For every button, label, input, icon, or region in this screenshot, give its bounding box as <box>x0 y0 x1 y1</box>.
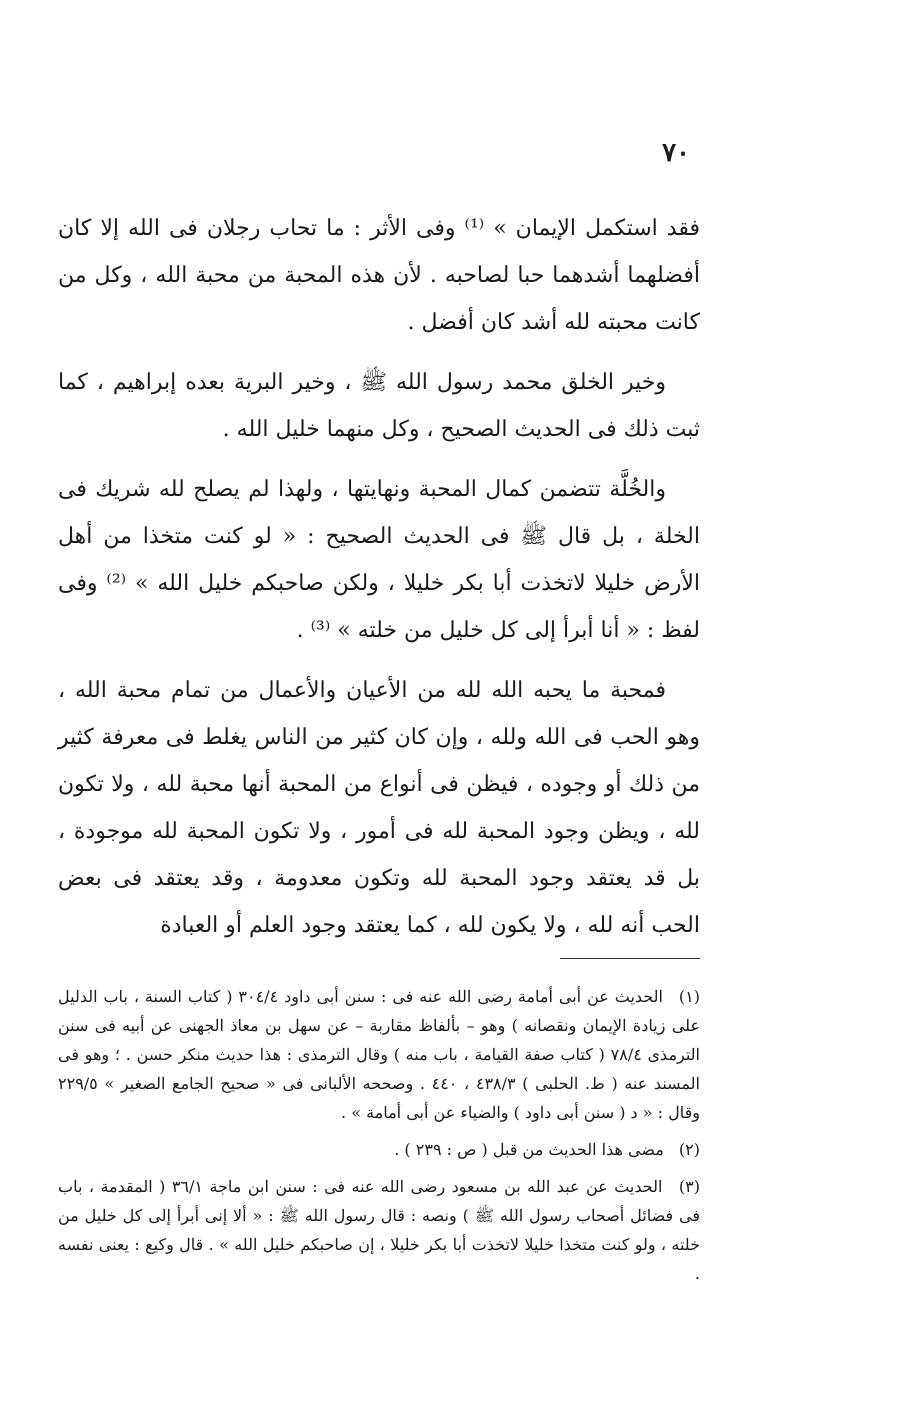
footnote <box>58 982 700 1127</box>
footnote-text: الحديث عن أبى أمامة رضى الله عنه فى : سنن أبى داود ٣٠٤/٤ ( كتاب السنة ، باب الدليل على زيادة الإيمان ونقصانه ) وهو – بألفاظ مقاربة – عن سهل بن معاذ الجهنى عن أبيه فى سنن الترمذى ٧٨/٤ ( كتاب صفة القيامة ، باب منه ) وقال الترمذى : هذا حديث منكر حسن . ؛ وهو فى المسند عنه ( ط. الحلبى ) ٤٣٨/٣ ، ٤٤٠ . وصححه الألبانى فى « صحيح الجامع الصغير » ٢٢٩/٥ وقال : « د ( سنن أبى داود ) والضياء عن أبى أمامة » . <box>58 987 700 1122</box>
footnote <box>58 1135 700 1164</box>
paragraph: وخير الخلق محمد رسول الله ﷺ ، وخير البرية بعده إبراهيم ، كما ثبت ذلك فى الحديث الصحيح ، وكل منهما خليل الله . <box>58 370 700 442</box>
footnotes <box>58 982 700 1296</box>
footnote <box>58 1172 700 1288</box>
page-number: ٧٠ <box>662 138 690 168</box>
footnote-text: مضى هذا الحديث من قبل ( ص : ٢٣٩ ) . <box>394 1140 664 1159</box>
footnote-divider <box>560 958 700 959</box>
paragraph: والخُلَّة تتضمن كمال المحبة ونهايتها ، ولهذا لم يصلح لله شريك فى الخلة ، بل قال ﷺ فى الحديث الصحيح : « لو كنت متخذا من أهل الأرض خليلا لاتخذت أبا بكر خليلا ، ولكن صاحبكم خليل الله » ⁽²⁾ وفى لفظ : « أنا أبرأ إلى كل خليل من خلته » ⁽³⁾ . <box>58 477 700 643</box>
footnote-number: (١) <box>678 987 700 1006</box>
main-text <box>58 205 700 962</box>
footnote-number: (٣) <box>678 1177 700 1196</box>
paragraph: فمحبة ما يحبه الله لله من الأعيان والأعمال من تمام محبة الله ، وهو الحب فى الله ولله ، وإن كان كثير من الناس يغلط فى معرفة كثير من ذلك أو وجوده ، فيظن فى أنواع من المحبة أنها محبة لله ، ولا تكون لله ، ويظن وجود المحبة لله فى أمور ، ولا تكون المحبة لله موجودة ، بل قد يعتقد وجود المحبة لله وتكون معدومة ، وقد يعتقد فى بعض الحب أنه لله ، ولا يكون لله ، كما يعتقد وجود العلم أو العبادة <box>58 678 700 938</box>
paragraph: فقد استكمل الإيمان » ⁽¹⁾ وفى الأثر : ما تحاب رجلان فى الله إلا كان أفضلهما أشدهما حبا لصاحبه . لأن هذه المحبة من محبة الله ، وكل من كانت محبته لله أشد كان أفضل . <box>58 216 700 335</box>
footnote-text: الحديث عن عبد الله بن مسعود رضى الله عنه فى : سنن ابن ماجة ٣٦/١ ( المقدمة ، باب فى فضائل أصحاب رسول الله ﷺ ) ونصه : قال رسول الله ﷺ : « ألا إنى أبرأ إلى كل خليل من خلته ، ولو كنت متخذا خليلا لاتخذت أبا بكر خليلا ، إن صاحبكم خليل الله » . قال وكيع : يعنى نفسه . <box>58 1177 700 1283</box>
footnote-number: (٢) <box>678 1140 700 1159</box>
